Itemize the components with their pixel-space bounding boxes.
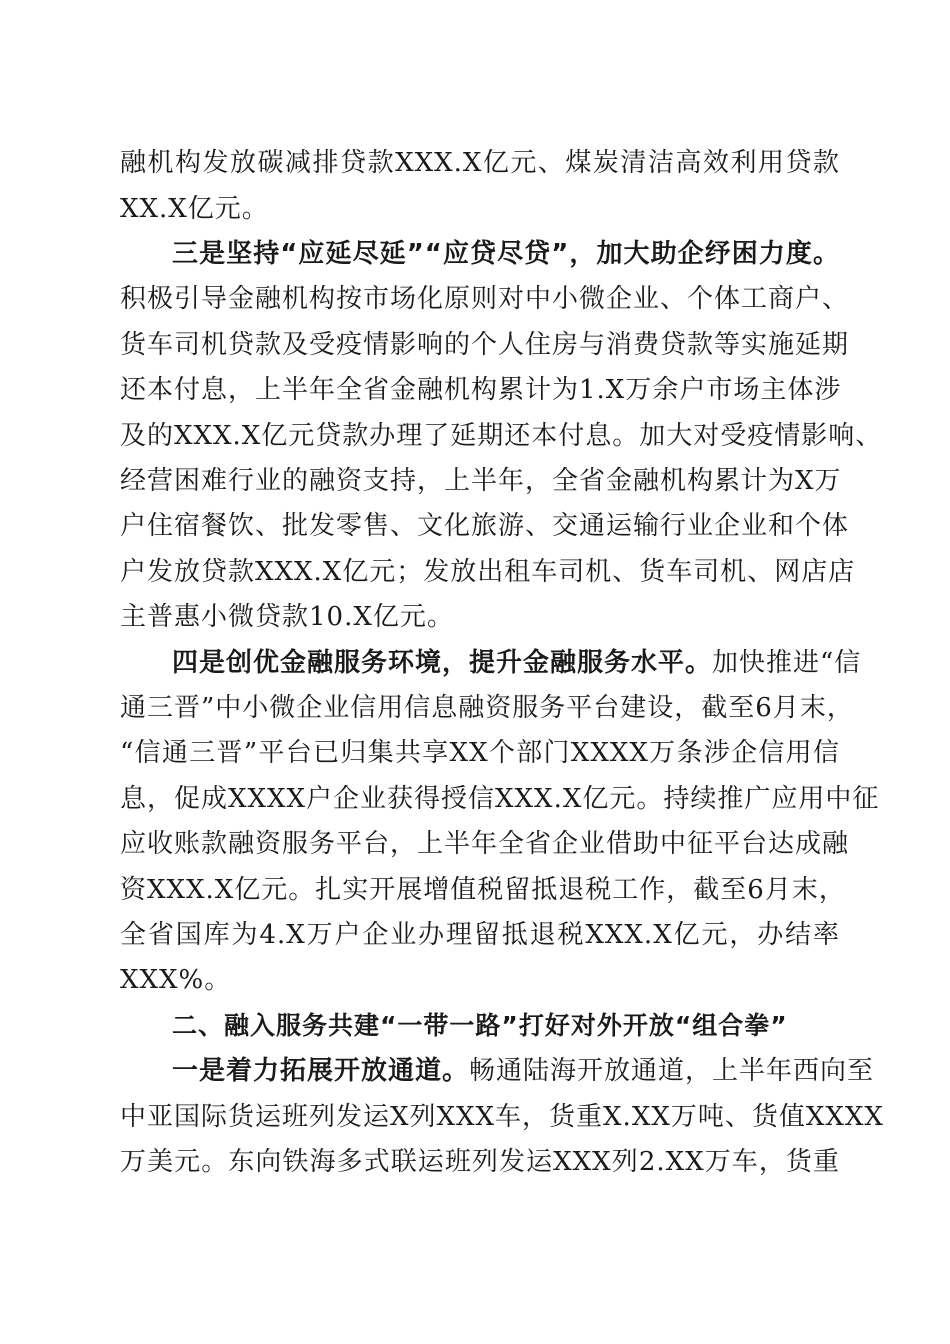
- text-line: XXX%。: [120, 965, 232, 995]
- text-line: 融机构发放碳减排贷款XXX.X亿元、煤炭清洁高效利用贷款: [120, 148, 840, 178]
- text-line: 息，促成XXXX户企业获得授信XXX.X亿元。持续推广应用中征: [120, 784, 880, 814]
- section-heading: 二、融入服务共建“一带一路”打好对外开放“组合拳”: [172, 1011, 788, 1040]
- text-line: 主普惠小微贷款10.X亿元。: [120, 602, 454, 632]
- text-line: 应收账款融资服务平台，上半年全省企业借助中征平台达成融: [120, 829, 850, 859]
- text-line: 中亚国际货运班列发运X列XXX车，货重X.XX万吨、货值XXXX: [120, 1102, 884, 1132]
- text-line: 积极引导金融机构按市场化原则对中小微企业、个体工商户、: [120, 284, 850, 314]
- text-line: “信通三晋”平台已归集共享XX个部门XXXX万条涉企信用信: [120, 738, 840, 768]
- text-line: 及的XXX.X亿元贷款办理了延期还本付息。加大对受疫情影响、: [120, 421, 883, 451]
- text-line: 万美元。东向铁海多式联运班列发运XXX列2.XX万车，货重: [120, 1147, 840, 1177]
- text-line: 通三晋”中小微企业信用信息融资服务平台建设，截至6月末，: [120, 693, 854, 723]
- text-line: 全省国库为4.X万户企业办理留抵退税XXX.X亿元，办结率: [120, 920, 840, 950]
- paragraph-lead-heading: 四是创优金融服务环境，提升金融服务水平。: [172, 648, 713, 678]
- paragraph-lead-heading: 三是坚持“应延尽延”“应贷尽贷”，加大助企纾困力度。: [172, 239, 840, 269]
- paragraph-lead-heading: 一是着力拓展开放通道。: [172, 1056, 470, 1086]
- text-line: 还本付息，上半年全省金融机构累计为1.X万余户市场主体涉: [120, 375, 842, 405]
- text-line: 货车司机贷款及受疫情影响的个人住房与消费贷款等实施延期: [120, 330, 850, 360]
- text-line: XX.X亿元。: [120, 194, 269, 224]
- text-run: 加快推进“信: [712, 648, 862, 678]
- text-line-mixed: [172, 643, 862, 683]
- text-line: 资XXX.X亿元。扎实开展增值税留抵退税工作，截至6月末，: [120, 875, 846, 905]
- text-line: 经营困难行业的融资支持，上半年，全省金融机构累计为X万: [120, 466, 842, 496]
- text-line-mixed: [172, 1051, 875, 1091]
- text-run: 畅通陆海开放通道，上半年西向至: [469, 1056, 875, 1086]
- text-line: 户发放贷款XXX.X亿元；发放出租车司机、货车司机、网店店: [120, 557, 856, 587]
- text-line: 户住宿餐饮、批发零售、文化旅游、交通运输行业企业和个体: [120, 511, 850, 541]
